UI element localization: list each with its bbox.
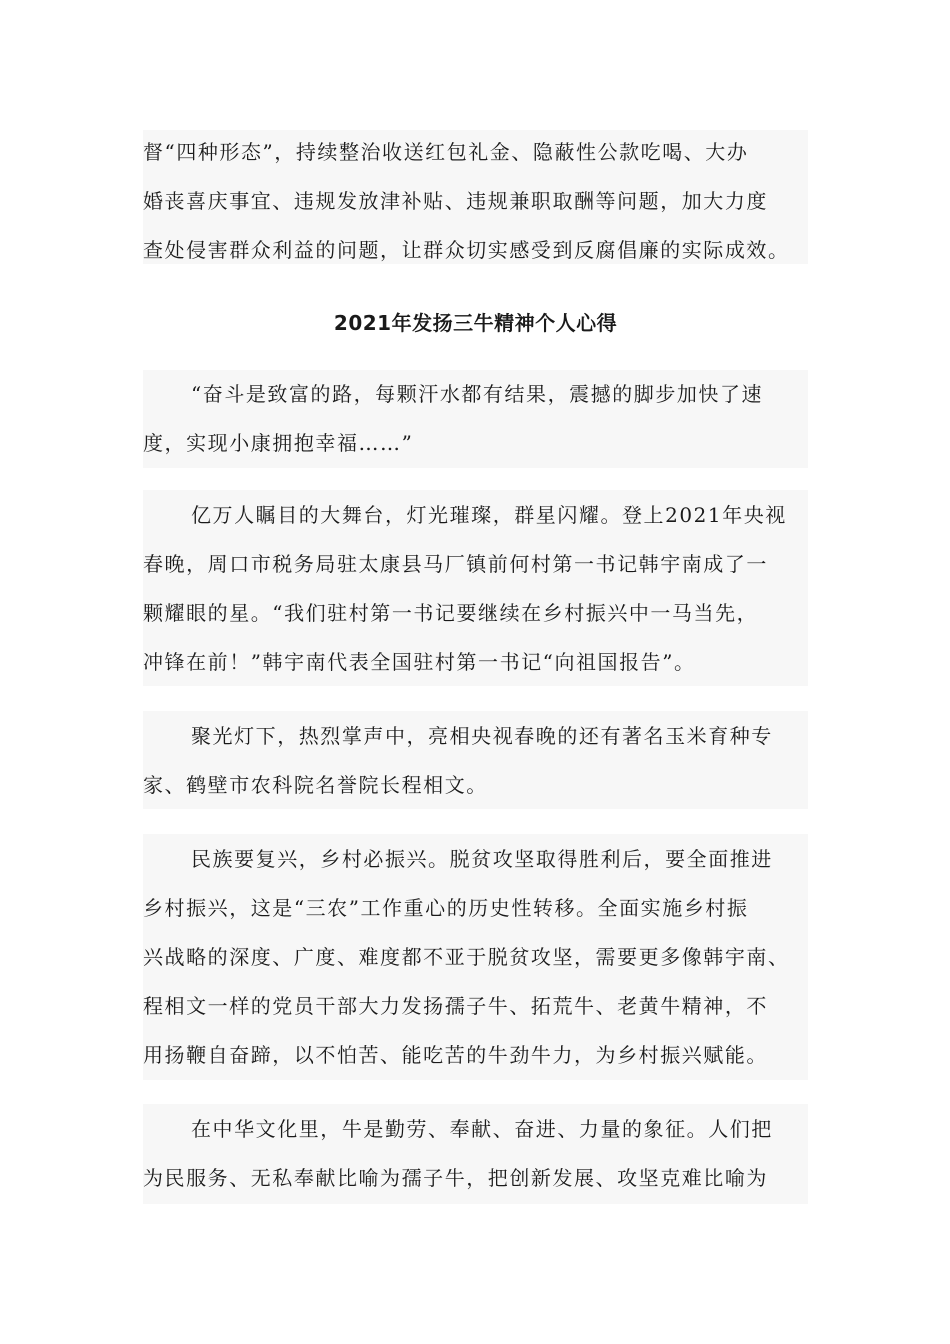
paragraph-line: 用扬鞭自奋蹄，以不怕苦、能吃苦的牛劲牛力，为乡村振兴赋能。 [143, 1043, 768, 1067]
intro-paragraph [143, 130, 808, 264]
paragraph-line: 度，实现小康拥抱幸福……” [143, 431, 414, 455]
paragraph-line: 程相文一样的党员干部大力发扬孺子牛、拓荒牛、老黄牛精神，不 [143, 994, 768, 1018]
paragraph-line: “奋斗是致富的路，每颗汗水都有结果，震撼的脚步加快了速 [191, 382, 764, 406]
paragraph-line: 亿万人瞩目的大舞台，灯光璀璨，群星闪耀。登上2021年央视 [191, 503, 787, 527]
paragraph-line: 春晚，周口市税务局驻太康县马厂镇前何村第一书记韩宇南成了一 [143, 552, 768, 576]
paragraph-line: 查处侵害群众利益的问题，让群众切实感受到反腐倡廉的实际成效。 [143, 238, 790, 262]
paragraph-cheng-xiangwen [143, 711, 808, 809]
paragraph-line: 家、鹤壁市农科院名誉院长程相文。 [143, 773, 488, 797]
paragraph-ox-culture [143, 1104, 808, 1204]
article-title: 2021年发扬三牛精神个人心得 [333, 311, 618, 335]
paragraph-line: 在中华文化里，牛是勤劳、奉献、奋进、力量的象征。人们把 [191, 1117, 773, 1141]
paragraph-line: 冲锋在前！”韩宇南代表全国驻村第一书记“向祖国报告”。 [143, 650, 696, 674]
paragraph-line: 婚丧喜庆事宜、违规发放津补贴、违规兼职取酬等问题，加大力度 [143, 189, 768, 213]
paragraph-line: 督“四种形态”，持续整治收送红包礼金、隐蔽性公款吃喝、大办 [143, 140, 749, 164]
paragraph-rural-revitalization [143, 834, 808, 1080]
paragraph-line: 民族要复兴，乡村必振兴。脱贫攻坚取得胜利后，要全面推进 [191, 847, 773, 871]
paragraph-line: 为民服务、无私奉献比喻为孺子牛，把创新发展、攻坚克难比喻为 [143, 1166, 768, 1190]
paragraph-quote [143, 370, 808, 468]
paragraph-line: 颗耀眼的星。“我们驻村第一书记要继续在乡村振兴中一马当先， [143, 601, 759, 625]
paragraph-line: 乡村振兴，这是“三农”工作重心的历史性转移。全面实施乡村振 [143, 896, 749, 920]
paragraph-han-yunan [143, 490, 808, 686]
paragraph-line: 聚光灯下，热烈掌声中，亮相央视春晚的还有著名玉米育种专 [191, 724, 773, 748]
paragraph-line: 兴战略的深度、广度、难度都不亚于脱贫攻坚，需要更多像韩宇南、 [143, 945, 790, 969]
